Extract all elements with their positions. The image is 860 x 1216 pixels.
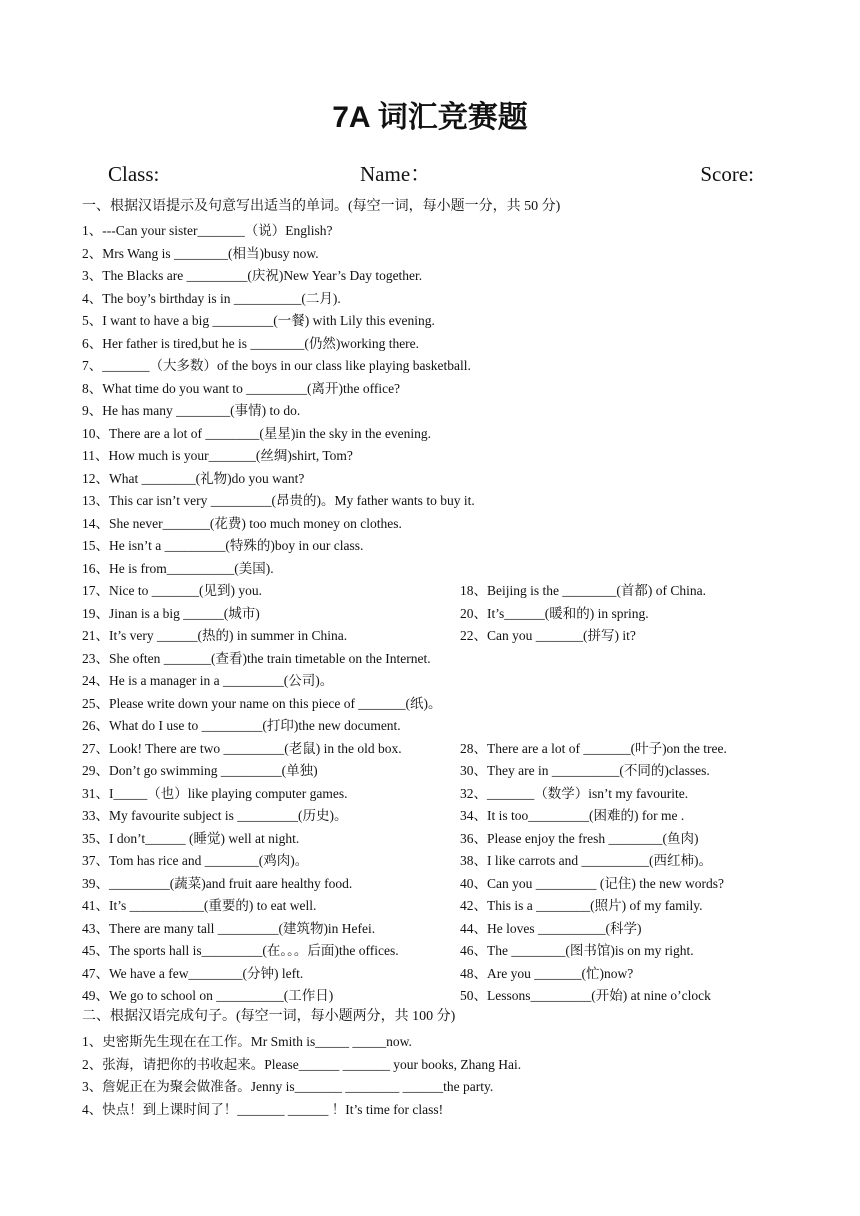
question-item: 5、I want to have a big _________(一餐) with Lily this evening. xyxy=(82,313,435,328)
question-item: 4、The boy’s birthday is in __________(二月). xyxy=(82,290,341,306)
section2-question-list xyxy=(82,1031,782,1121)
section1-question-list xyxy=(82,220,782,1008)
question-row xyxy=(82,603,782,626)
question-item: 1、---Can your sister_______（说）English? xyxy=(82,223,333,238)
question-item: 32、_______（数学）isn’t my favourite. xyxy=(460,785,689,801)
page-title: 7A 词汇竞赛题 xyxy=(332,101,528,134)
question-row xyxy=(82,423,782,446)
question-item: 41、It’s ___________(重要的) to eat well. xyxy=(82,898,317,913)
question-item: 13、This car isn’t very _________(昂贵的)。My father wants to buy it. xyxy=(82,493,475,508)
question-item: 28、There are a lot of _______(叶子)on the tree. xyxy=(460,740,727,756)
question-item: 36、Please enjoy the fresh ________(鱼肉) xyxy=(460,830,699,846)
question-item: 48、Are you _______(忙)now? xyxy=(460,965,634,981)
question-item: 40、Can you _________ (记住) the new words? xyxy=(460,875,724,891)
question-item: 46、The ________(图书馆)is on my right. xyxy=(460,943,694,958)
question-row xyxy=(82,1054,782,1077)
question-row xyxy=(82,985,782,1008)
question-item: 24、He is a manager in a _________(公司)。 xyxy=(82,673,334,688)
question-item: 38、I like carrots and __________(西红柿)。 xyxy=(460,853,712,868)
question-item: 6、Her father is tired,but he is ________(仍然)working there. xyxy=(82,335,420,351)
question-row xyxy=(82,760,782,783)
question-item: 4、快点！到上课时间了！_______ ______ ！It’s time for class! xyxy=(82,1101,444,1117)
question-item: 2、Mrs Wang is ________(相当)busy now. xyxy=(82,245,319,261)
question-item: 11、How much is your_______(丝绸)shirt, Tom? xyxy=(82,448,353,463)
question-row xyxy=(82,1099,782,1122)
question-row xyxy=(82,445,782,468)
question-row xyxy=(82,850,782,873)
question-item: 2、张海，请把你的书收起来。Please______ _______ your books, Zhang Hai. xyxy=(82,1056,522,1072)
question-item: 43、There are many tall _________(建筑物)in Hefei. xyxy=(82,920,376,936)
student-info-row xyxy=(108,160,754,188)
question-item: 25、Please write down your name on this piece of _______(纸)。 xyxy=(82,695,442,711)
question-item: 3、詹妮正在为聚会做准备。Jenny is_______ ________ ______the party. xyxy=(82,1079,494,1094)
question-item: 18、Beijing is the ________(首都) of China. xyxy=(460,583,706,598)
question-item: 23、She often _______(查看)the train timetable on the Internet. xyxy=(82,650,431,666)
question-row xyxy=(82,288,782,311)
score-label: Score: xyxy=(700,162,754,186)
question-item: 47、We have a few________(分钟) left. xyxy=(82,965,304,981)
question-row xyxy=(82,648,782,671)
question-item: 37、Tom has rice and ________(鸡肉)。 xyxy=(82,853,309,868)
question-item: 14、She never_______(花费) too much money on clothes. xyxy=(82,515,402,531)
question-row xyxy=(82,378,782,401)
question-item: 12、What ________(礼物)do you want? xyxy=(82,470,305,486)
question-row xyxy=(82,535,782,558)
question-item: 39、_________(蔬菜)and fruit aare healthy food. xyxy=(82,875,353,891)
question-row xyxy=(82,670,782,693)
question-item: 15、He isn’t a _________(特殊的)boy in our class. xyxy=(82,538,364,553)
question-row xyxy=(82,1031,782,1054)
section1-heading: 一、根据汉语提示及句意写出适当的单词。(每空一词，每小题一分，共 50 分) xyxy=(82,199,561,214)
question-row xyxy=(82,513,782,536)
question-item: 33、My favourite subject is _________(历史)。 xyxy=(82,808,348,823)
question-item: 26、What do I use to _________(打印)the new document. xyxy=(82,718,401,733)
class-label: Class: xyxy=(108,162,160,186)
question-row xyxy=(82,580,782,603)
question-item: 27、Look! There are two _________(老鼠) in the old box. xyxy=(82,740,402,756)
question-item: 10、There are a lot of ________(星星)in the sky in the evening. xyxy=(82,425,432,441)
question-item: 31、I_____（也）like playing computer games. xyxy=(82,785,348,801)
question-item: 17、Nice to _______(见到) you. xyxy=(82,583,262,598)
question-row xyxy=(82,873,782,896)
question-row xyxy=(82,243,782,266)
question-item: 45、The sports hall is_________(在。。。后面)the offices. xyxy=(82,943,399,958)
question-row xyxy=(82,895,782,918)
question-item: 35、I don’t______ (睡觉) well at night. xyxy=(82,830,300,846)
question-row xyxy=(82,310,782,333)
question-item: 44、He loves __________(科学) xyxy=(460,920,642,936)
question-row xyxy=(82,828,782,851)
question-row xyxy=(82,265,782,288)
question-row xyxy=(82,715,782,738)
question-item: 29、Don’t go swimming _________(单独) xyxy=(82,763,318,778)
question-item: 16、He is from__________(美国). xyxy=(82,560,274,576)
name-label: Name： xyxy=(360,162,432,186)
question-row xyxy=(82,490,782,513)
question-row xyxy=(82,940,782,963)
question-row xyxy=(82,333,782,356)
question-row xyxy=(82,220,782,243)
question-item: 34、It is too_________(困难的) for me . xyxy=(460,808,685,823)
section2-heading: 二、根据汉语完成句子。(每空一词，每小题两分，共 100 分) xyxy=(82,1009,456,1024)
question-row xyxy=(82,805,782,828)
question-item: 1、史密斯先生现在在工作。Mr Smith is_____ _____now. xyxy=(82,1034,412,1049)
question-row xyxy=(82,738,782,761)
question-item: 22、Can you _______(拼写) it? xyxy=(460,628,636,643)
question-row xyxy=(82,468,782,491)
question-row xyxy=(82,918,782,941)
question-item: 42、This is a ________(照片) of my family. xyxy=(460,898,703,913)
question-row xyxy=(82,355,782,378)
question-item: 20、It’s______(暖和的) in spring. xyxy=(460,605,649,621)
question-row xyxy=(82,693,782,716)
question-item: 8、What time do you want to _________(离开)the office? xyxy=(82,380,401,396)
question-item: 21、It’s very ______(热的) in summer in China. xyxy=(82,628,348,643)
question-row xyxy=(82,625,782,648)
question-item: 50、Lessons_________(开始) at nine o’clock xyxy=(460,988,711,1003)
question-item: 7、_______（大多数）of the boys in our class like playing basketball. xyxy=(82,358,471,373)
question-item: 9、He has many ________(事情) to do. xyxy=(82,403,301,418)
question-row xyxy=(82,783,782,806)
question-item: 49、We go to school on __________(工作日) xyxy=(82,988,334,1003)
question-item: 19、Jinan is a big ______(城市) xyxy=(82,605,260,621)
question-row xyxy=(82,1076,782,1099)
question-row xyxy=(82,400,782,423)
question-row xyxy=(82,558,782,581)
question-item: 3、The Blacks are _________(庆祝)New Year’s Day together. xyxy=(82,268,423,283)
question-item: 30、They are in __________(不同的)classes. xyxy=(460,763,710,778)
question-row xyxy=(82,963,782,986)
